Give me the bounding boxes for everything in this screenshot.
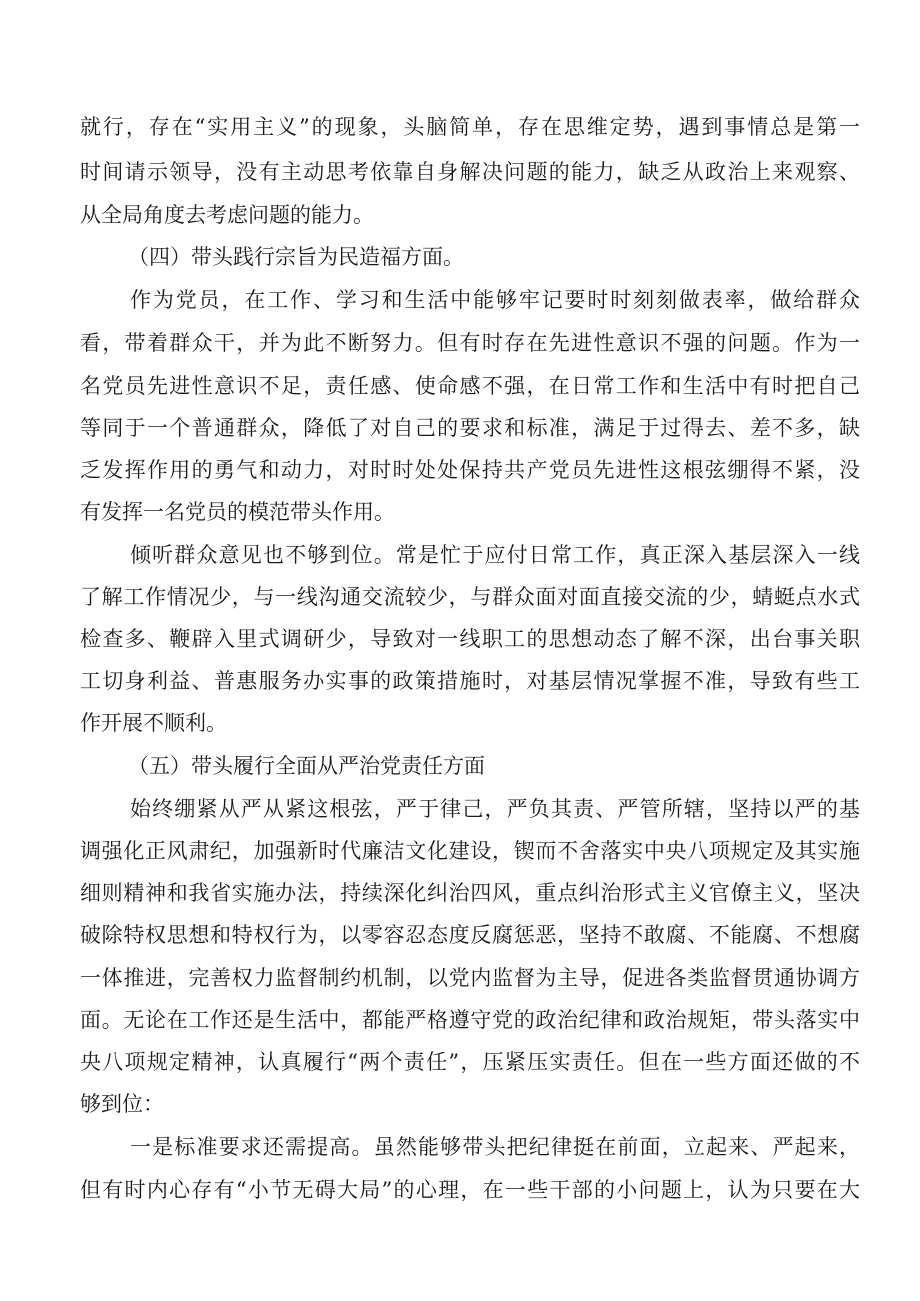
text-line: 看，带着群众干，并为此不断努力。但有时存在先进性意识不强的问题。作为一 (80, 331, 860, 355)
text-line: 央八项规定精神，认真履行“两个责任”，压紧压实责任。但在一些方面还做的不 (80, 1050, 860, 1074)
text-line: 有发挥一名党员的模范带头作用。 (80, 500, 395, 524)
text-line: 破除特权思想和特权行为，以零容忍态度反腐惩恶，坚持不敢腐、不能腐、不想腐 (80, 923, 860, 947)
text-line: 始终绷紧从严从紧这根弦，严于律己，严负其责、严管所辖，坚持以严的基 (130, 797, 860, 821)
text-line: 名党员先进性意识不足，责任感、使命感不强，在日常工作和生活中有时把自己 (80, 374, 860, 398)
text-line: 但有时内心存有“小节无碍大局”的心理，在一些干部的小问题上，认为只要在大 (80, 1178, 860, 1202)
text-line: 倾听群众意见也不够到位。常是忙于应付日常工作，真正深入基层深入一线 (130, 543, 860, 567)
text-line: 乏发挥作用的勇气和动力，对时时处处保持共产党员先进性这根弦绷得不紧，没 (80, 458, 860, 482)
text-line: 面。无论在工作还是生活中，都能严格遵守党的政治纪律和政治规矩，带头落实中 (80, 1008, 860, 1032)
text-line: 就行，存在“实用主义”的现象，头脑简单，存在思维定势，遇到事情总是第一 (80, 115, 860, 139)
text-line: 调强化正风肃纪，加强新时代廉洁文化建设，锲而不舍落实中央八项规定及其实施 (80, 839, 860, 863)
section-heading-5: （五）带头履行全面从严治党责任方面 (128, 754, 485, 778)
text-line: 作为党员，在工作、学习和生活中能够牢记要时时刻刻做表率，做给群众 (130, 288, 860, 312)
text-line: 了解工作情况少，与一线沟通交流较少，与群众面对面直接交流的少，蜻蜓点水式 (80, 585, 860, 609)
text-line: 等同于一个普通群众，降低了对自己的要求和标准，满足于过得去、差不多，缺 (80, 416, 860, 440)
text-line: 细则精神和我省实施办法，持续深化纠治四风，重点纠治形式主义官僚主义，坚决 (80, 881, 860, 905)
text-line: 够到位： (80, 1092, 164, 1116)
text-line: 一体推进，完善权力监督制约机制，以党内监督为主导，促进各类监督贯通协调方 (80, 966, 860, 990)
text-line: 一是标准要求还需提高。虽然能够带头把纪律挺在前面，立起来、严起来， (130, 1135, 860, 1159)
text-line: 时间请示领导，没有主动思考依靠自身解决问题的能力，缺乏从政治上来观察、 (80, 160, 860, 184)
text-line: 作开展不顺利。 (80, 711, 227, 735)
text-line: 工切身利益、普惠服务办实事的政策措施时，对基层情况掌握不准，导致有些工 (80, 669, 860, 693)
text-line: 检查多、鞭辟入里式调研少，导致对一线职工的思想动态了解不深，出台事关职 (80, 627, 860, 651)
text-line: 从全局角度去考虑问题的能力。 (80, 203, 374, 227)
section-heading-4: （四）带头践行宗旨为民造福方面。 (128, 245, 464, 269)
